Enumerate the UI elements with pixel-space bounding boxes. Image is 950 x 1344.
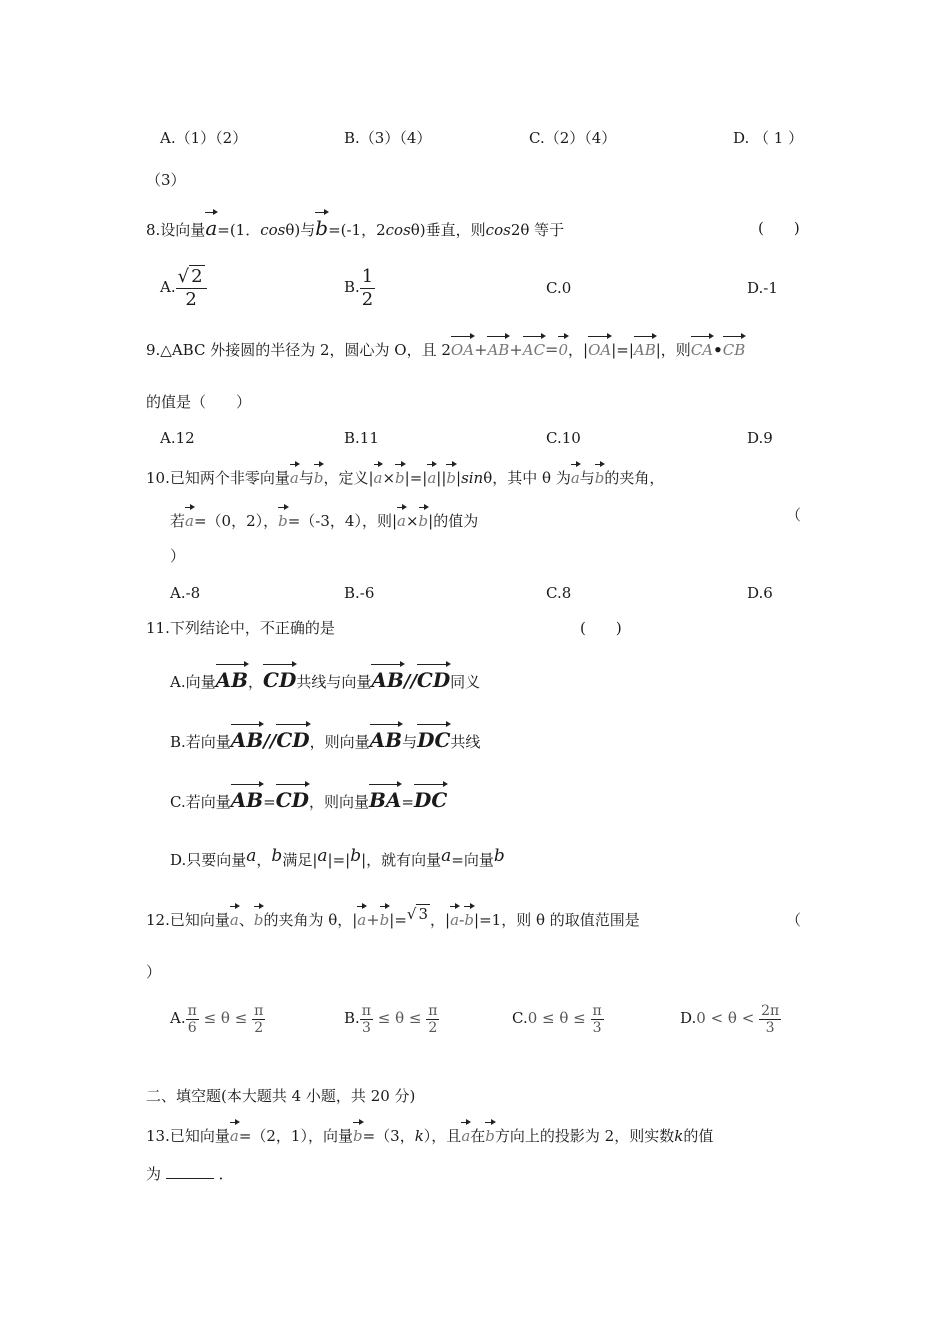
q11-option-a: A.向量AB，CD共线与向量AB//CD同义	[170, 662, 480, 692]
q12-option-c: C.0 ≤ θ ≤ $\frac{\pi}{3}$	[512, 1002, 602, 1036]
q7-option-c: C.（2）（4）	[529, 129, 617, 147]
q8-paren: ( )	[758, 219, 800, 237]
question-13-line2: 为 ．	[146, 1165, 234, 1183]
q10-option-a: A.-8	[170, 584, 201, 602]
q11-option-b: B.若向量AB//CD，则向量AB与DC共线	[170, 722, 480, 752]
q11-paren: ( )	[580, 619, 622, 637]
q9-option-a: A.12	[160, 429, 195, 447]
question-10: 10.已知两个非零向量a与b，定义|a×b|=|a||b|sinθ，其中 θ 为a与b的夹角，	[146, 462, 664, 488]
fraction-1-over-2: $\frac{1}{2}$	[361, 265, 374, 310]
fraction-root2-over-2: $\frac{√ 2}{2}$	[176, 266, 207, 311]
q12-option-a: A. $\frac{\pi}{6}$ ≤ θ ≤ $\frac{\pi}{2}$	[170, 1002, 264, 1036]
q10-paren-close: ）	[170, 547, 186, 565]
q8-option-c: C.0	[546, 279, 572, 297]
q8-option-a: A. $\frac{√ 2}{2}$	[160, 262, 207, 312]
question-12: 12.已知向量a、b的夹角为 θ，|a+b|=√ 3 ，|a-b|=1，则 θ 的取值范围是	[146, 905, 640, 929]
q7-option-d: D. （ 1 ）	[733, 129, 804, 147]
q10-option-c: C.8	[546, 584, 572, 602]
question-9: 9.△ABC 外接圆的半径为 2，圆心为 O，且 2OA+AB+AC=0，|OA|=|AB|，则CA•CB	[146, 334, 745, 360]
question-13: 13.已知向量a=（2，1），向量b=（3，k），且a在b方向上的投影为 2，则实数k的值	[146, 1120, 713, 1146]
question-8: 8.设向量a=(1．cosθ)与b=(-1，2cosθ)垂直，则cos2θ 等于	[146, 210, 564, 240]
q8-option-d: D.-1	[747, 279, 778, 297]
q12-option-d: D.0 < θ < $\frac{2\pi}{3}$	[680, 1002, 780, 1036]
q10-paren-open: （	[786, 506, 802, 524]
q7-option-d-cont: （3）	[146, 171, 186, 189]
vector-a: a	[205, 210, 217, 238]
q11-option-c: C.若向量AB=CD，则向量BA=DC	[170, 782, 447, 812]
q7-option-b: B.（3）（4）	[344, 129, 432, 147]
answer-blank[interactable]	[166, 1164, 214, 1179]
q7-option-a: A.（1）（2）	[160, 129, 248, 147]
q9-option-d: D.9	[747, 429, 773, 447]
q12-option-b: B. $\frac{\pi}{3}$ ≤ θ ≤ $\frac{\pi}{2}$	[344, 1002, 438, 1036]
q12-paren-close: ）	[146, 963, 162, 981]
q10-option-d: D.6	[747, 584, 773, 602]
q9-option-c: C.10	[546, 429, 581, 447]
question-11: 11.下列结论中，不正确的是	[146, 619, 335, 637]
q9-line2: 的值是（ ）	[146, 393, 252, 411]
section-2-heading: 二、填空题(本大题共 4 小题，共 20 分)	[146, 1087, 416, 1105]
vector-b: b	[315, 210, 328, 238]
question-10-line2: 若a=（0，2），b=（-3，4），则|a×b|的值为	[170, 505, 478, 531]
q10-option-b: B.-6	[344, 584, 375, 602]
q12-paren-open: （	[786, 911, 802, 929]
q8-option-b: B. $\frac{1}{2}$	[344, 265, 374, 310]
q9-option-b: B.11	[344, 429, 379, 447]
q11-option-d: D.只要向量a，b满足|a|=|b|，就有向量a=向量b	[170, 846, 505, 869]
